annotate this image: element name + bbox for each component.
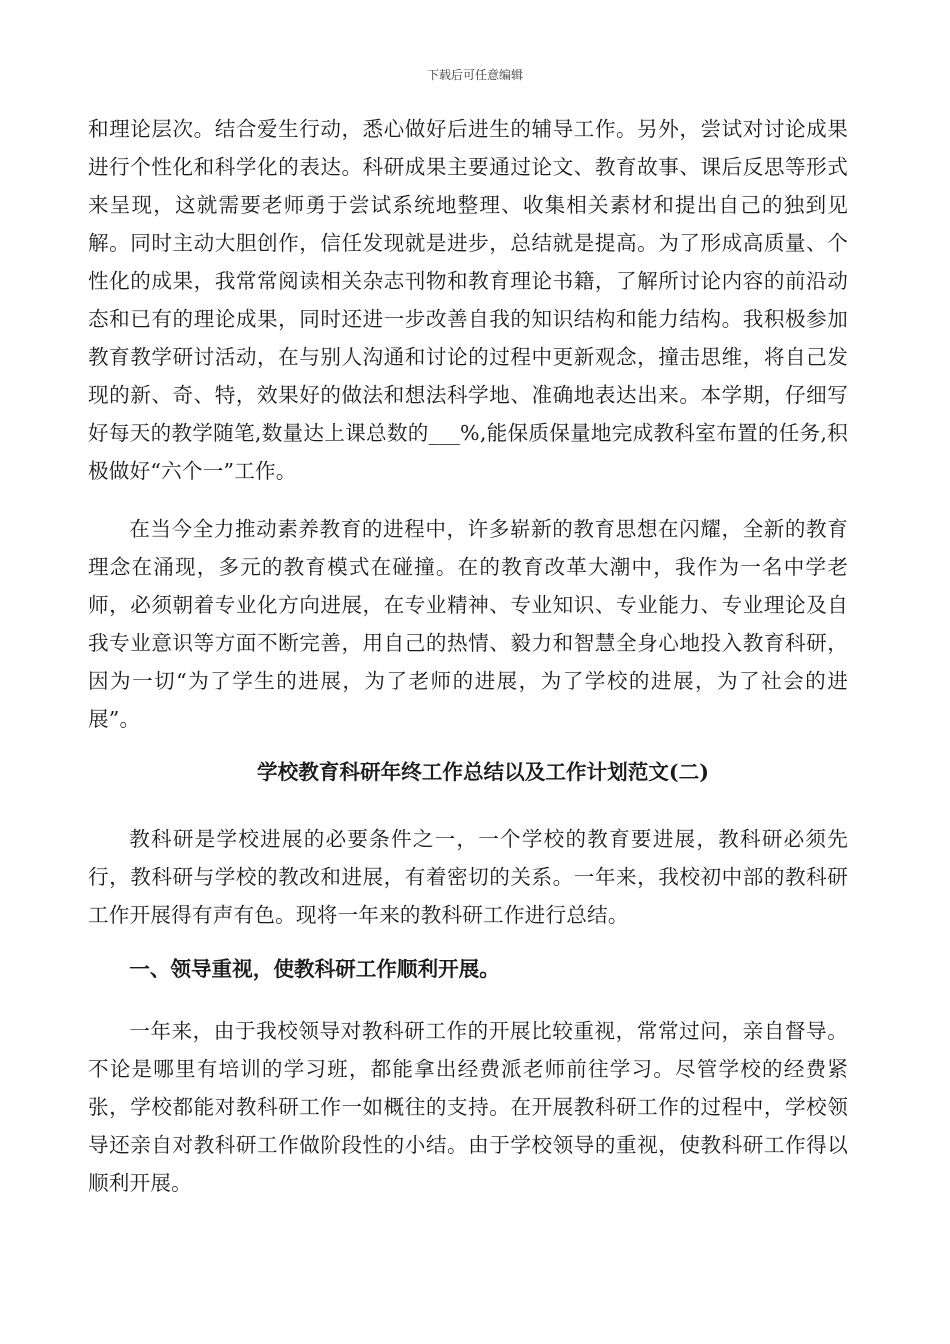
paragraph-education-reform: 在当今全力推动素养教育的进程中，许多崭新的教育思想在闪耀，全新的教育理念在涌现，多元的教育模式在碰撞。在的教育改革大潮中，我作为一名中学老师，必须朝着专业化方向进展，在专业精神、专业知识、专业能力、专业理论及自我专业意识等方面不断完善，用自己的热情、毅力和智慧全身心地投入教育科研，因为一切“为了学生的进展，为了老师的进展，为了学校的进展，为了社会的进展”。 [88,517,848,731]
paragraph-intro: 教科研是学校进展的必要条件之一，一个学校的教育要进展，教科研必须先行，教科研与学校的教改和进展，有着密切的关系。一年来，我校初中部的教科研工作开展得有声有色。现将一年来的教科研工作进行总结。 [88,827,848,927]
page-header: 下载后可任意编辑 [426,68,523,82]
section-title: 学校教育科研年终工作总结以及工作计划范文(二) [257,760,709,784]
paragraph-leadership: 一年来，由于我校领导对教科研工作的开展比较重视，常常过问，亲自督导。不论是哪里有培训的学习班，都能拿出经费派老师前往学习。尽管学校的经费紧张，学校都能对教科研工作一如概往的支持。在开展教科研工作的过程中，学校领导还亲自对教科研工作做阶段性的小结。由于学校领导的重视，使教科研工作得以顺利开展。 [88,1019,848,1195]
heading-leadership: 一、领导重视，使教科研工作顺利开展。 [129,957,500,981]
paragraph-continuation: 和理论层次。结合爱生行动，悉心做好后进生的辅导工作。另外，尝试对讨论成果进行个性化和科学化的表达。科研成果主要通过论文、教育故事、课后反思等形式来呈现，这就需要老师勇于尝试系统地整理、收集相关素材和提出自己的独到见解。同时主动大胆创作，信任发现就是进步，总结就是提高。为了形成高质量、个性化的成果，我常常阅读相关杂志刊物和教育理论书籍，了解所讨论内容的前沿动态和已有的理论成果，同时还进一步改善自我的知识结构和能力结构。我积极参加教育教学研讨活动，在与别人沟通和讨论的过程中更新观念，撞击思维，将自己发现的新、奇、特，效果好的做法和想法科学地、准确地表达出来。本学期，仔细写好每天的教学随笔,数量达上课总数的___%,能保质保量地完成教科室布置的任务,积极做好“六个一”工作。 [88,117,848,483]
